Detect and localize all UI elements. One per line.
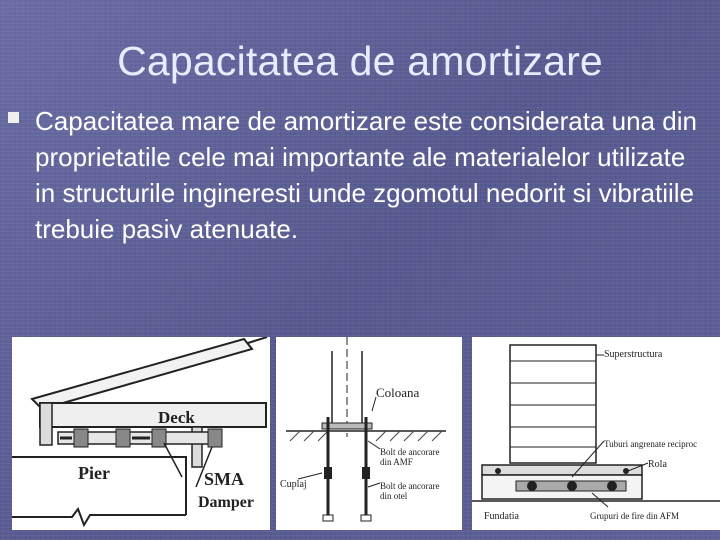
bolt-amf-label-2: din AMF [380,457,413,467]
pier-label: Pier [78,463,110,483]
fundatia-label: Fundatia [484,511,519,522]
isolation-system-drawing [472,337,720,530]
bolt-amf-label-1: Bolt de ancorare [380,447,440,457]
column-anchor-drawing [276,337,462,530]
coloana-label: Coloana [376,385,420,400]
bolt-otel-label-1: Bolt de ancorare [380,481,440,491]
tuburi-label: Tuburi angrenate reciproc [604,439,698,449]
bridge-damper-drawing [12,337,270,530]
isolation-system-figure [472,337,720,530]
grupuri-label: Grupuri de fire din AFM [590,511,679,521]
cuplaj-label: Cuplaj [280,479,307,490]
bridge-damper-figure [12,337,270,530]
rola-label: Rola [648,459,667,470]
damper-label: Damper [198,494,254,511]
bullet-text: Capacitatea mare de amortizare este considerata una din proprietatile cele mai importante ale materialelor utilizate in structurile ingineresti unde zgomotul nedorit si vibratiile trebuie pasiv atenuate. [35,106,697,244]
slide-title: Capacitatea de amortizare [117,38,603,84]
superstructura-label: Superstructura [604,349,663,360]
bullet-item [8,103,708,247]
bolt-otel-label-2: din otel [380,491,408,501]
column-anchor-figure [276,337,462,530]
sma-label: SMA [204,469,244,489]
bullet-square-icon [8,112,19,123]
deck-label: Deck [158,408,195,427]
